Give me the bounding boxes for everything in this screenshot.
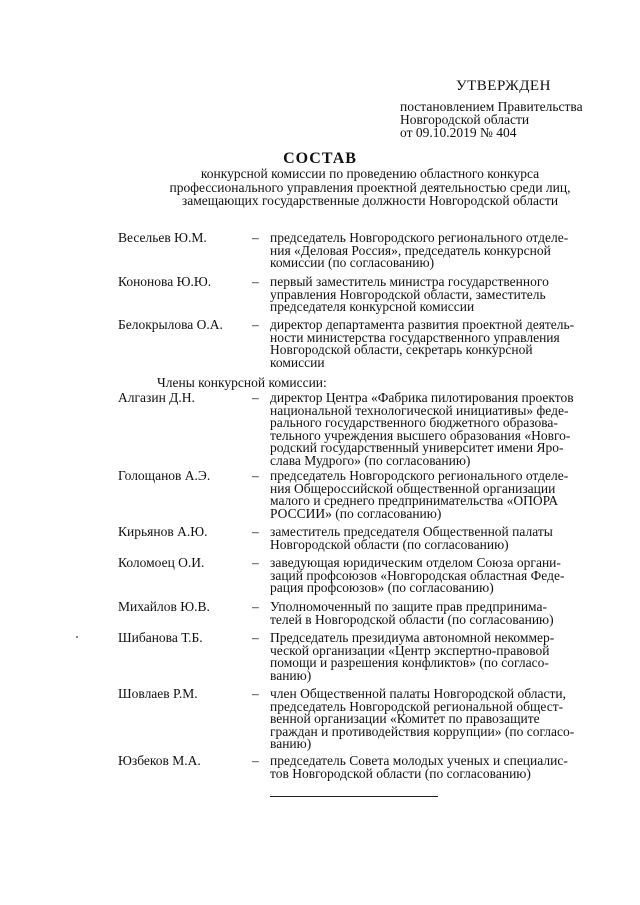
member-name: Белокрылова О.А. [118,317,223,332]
member-name: Юзбеков М.А. [118,753,201,768]
dash-separator: – [252,468,259,483]
dash-separator: – [252,274,259,289]
dash-separator: – [252,524,259,539]
member-position: директор Центра «Фабрика пилотирования проектов национальной технологической инициативы» феде- рального государственного бюджетного образова- тельного учреждения высшего образования «Новго- родский государственный университет имени Яро- слава Мудрого» (по согласованию) [270,390,574,468]
approval-date-line: от 09.10.2019 № 404 [400,125,517,140]
member-name: Кононова Ю.Ю. [118,274,212,289]
subtitle-line: конкурсной комиссии по проведению областного конкурса [200,166,540,181]
approval-line: постановлением Правительства [400,99,583,114]
member-position: заведующая юридическим отделом Союза органи- заций профсоюзов «Новгородская областная Феде- рация профсоюзов» (по согласованию) [270,555,565,595]
closing-rule [270,796,438,797]
dash-separator: – [252,230,259,245]
approval-heading: УТВЕРЖДЕН [456,78,551,94]
member-name: Коломоец О.И. [118,555,205,570]
member-position: Председатель президиума автономной некоммер- ческой организации «Центр экспертно-правовой помощи и разрешения конфликтов» (по согласо- ванию) [270,630,555,683]
dash-separator: – [252,317,259,332]
approval-block [400,80,620,139]
dash-separator: – [252,599,259,614]
member-name: Шибанова Т.Б. [118,630,203,645]
member-name: Кирьянов А.Ю. [118,524,208,539]
dash-separator: – [252,686,259,701]
member-name: Алгазин Д.Н. [118,390,195,405]
member-position: член Общественной палаты Новгородской области, председатель Новгородской региональной общест- венной организации «Комитет по правозащите граждан и противодействия коррупции» (по согласо- ванию) [270,686,575,751]
members-label: Члены конкурсной комиссии: [157,375,327,390]
member-position: председатель Совета молодых ученых и специалис- тов Новгородской области (по согласованию) [270,753,568,781]
subtitle-line: профессионального управления проектной деятельностью среди лиц, [169,179,571,195]
member-name: Михайлов Ю.В. [118,599,210,614]
member-position: заместитель председателя Общественной палаты Новгородской области (по согласованию) [270,524,553,552]
dash-separator: – [252,630,259,645]
member-name: Весельев Ю.М. [118,230,207,245]
member-position: председатель Новгородского регионального отделе- ния Общероссийской общественной организации малого и среднего предпринимательства «ОПОРА РОССИИ» (по согласованию) [270,468,569,521]
document-title: СОСТАВ [283,150,357,167]
dash-separator: – [252,390,259,405]
member-name: Шовлаев Р.М. [118,686,198,701]
dash-separator: – [252,555,259,570]
member-position: председатель Новгородского регионального отделе- ния «Деловая Россия», председатель конкурсной комиссии (по согласованию) [270,230,569,270]
approval-line: Новгородской области [400,112,530,127]
subtitle-line: замещающих государственные должности Новгородской области [181,193,559,208]
document-subtitle [150,167,590,208]
member-name: Голощанов А.Э. [118,468,211,483]
scan-speck [76,636,78,638]
member-position: Уполномоченный по защите прав предпринима- телей в Новгородской области (по согласованию) [270,599,554,627]
member-position: директор департамента развития проектной деятель- ности министерства государственного управления Новгородской области, секретарь конкурсной комиссии [270,317,575,370]
dash-separator: – [252,753,259,768]
member-position: первый заместитель министра государственного управления Новгородской области, заместитель председателя конкурсной комиссии [270,274,549,314]
